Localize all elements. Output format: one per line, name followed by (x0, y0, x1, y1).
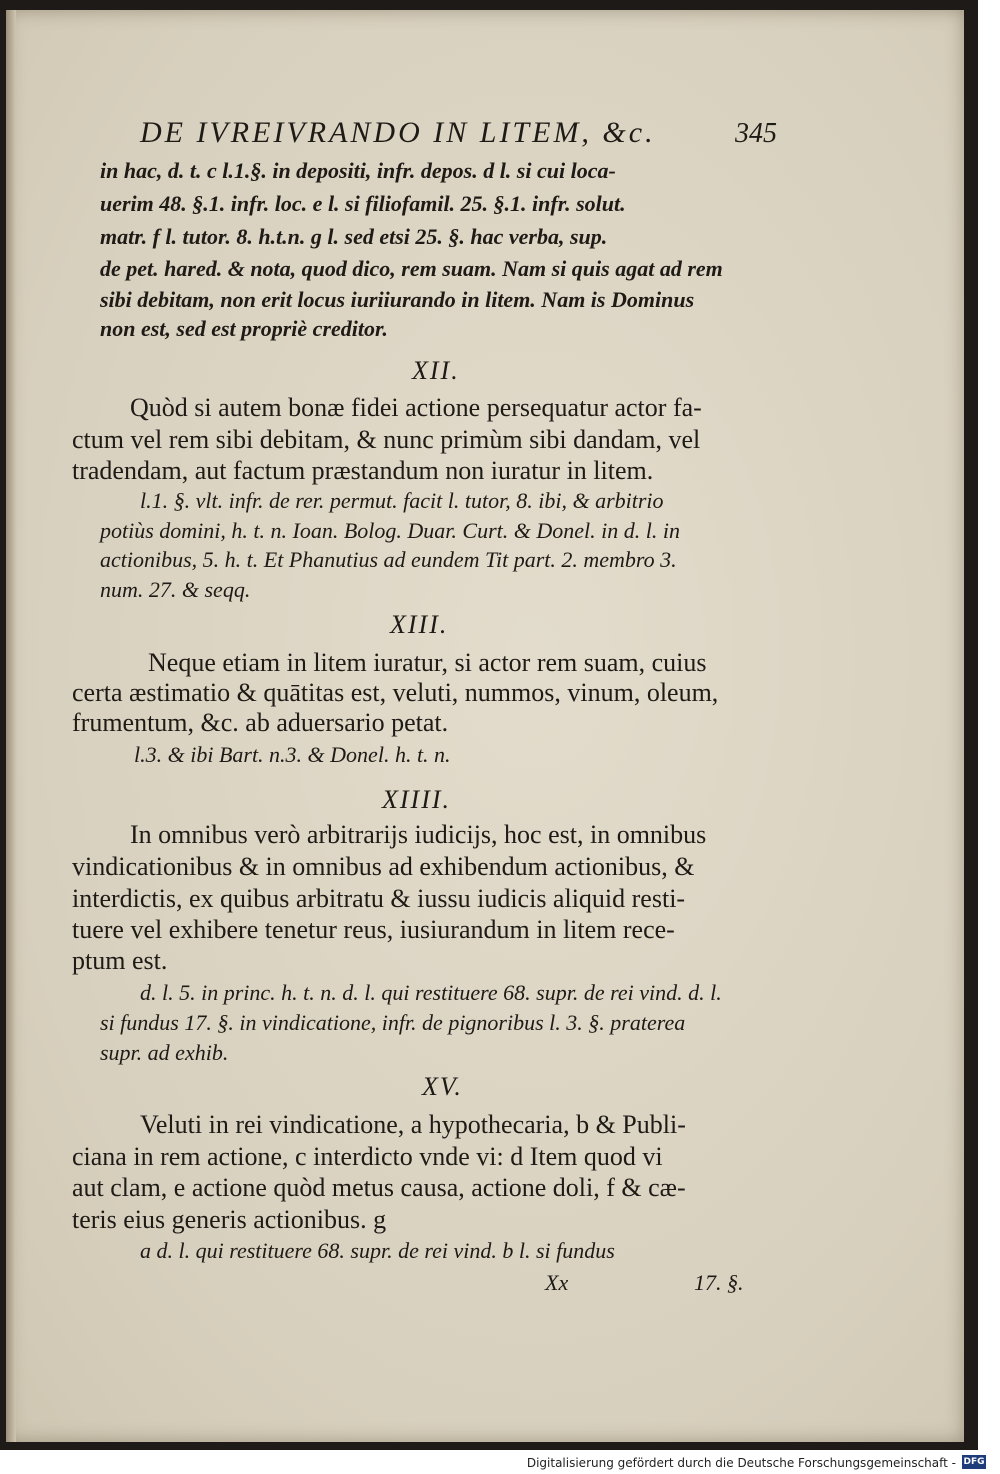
body-line: vindicationibus & in omnibus ad exhibendum actionibus, & (72, 852, 695, 881)
section-numeral: XIIII. (382, 785, 452, 814)
note-line: num. 27. & seqq. (100, 577, 251, 602)
note-line: d. l. 5. in princ. h. t. n. d. l. qui restituere 68. supr. de rei vind. d. l. (140, 980, 722, 1005)
body-line: ciana in rem actione, c interdicto vnde vi: d Item quod vi (72, 1142, 663, 1171)
body-line: certa æstimatio & quātitas est, veluti, nummos, vinum, oleum, (72, 678, 719, 707)
note-line: si fundus 17. §. in vindicatione, infr. de pignoribus l. 3. §. praterea (100, 1010, 686, 1035)
note-line: supr. ad exhib. (100, 1040, 229, 1065)
body-line: Neque etiam in litem iuratur, si actor rem suam, cuius (148, 648, 707, 677)
body-line: Quòd si autem bonæ fidei actione persequatur actor fa- (130, 393, 702, 422)
note-line: in hac, d. t. c l.1.§. in depositi, infr. depos. d l. si cui loca- (100, 158, 616, 183)
page-number: 345 (735, 118, 777, 149)
section-numeral: XII. (412, 356, 460, 385)
catchword: 17. §. (694, 1270, 744, 1295)
note-line: sibi debitam, non erit locus iuriiurando in litem. Nam is Dominus (100, 287, 695, 312)
body-line: frumentum, &c. ab aduersario petat. (72, 708, 449, 737)
body-line: interdictis, ex quibus arbitratu & iussu iudicis aliquid resti- (72, 884, 686, 913)
body-line: In omnibus verò arbitrarijs iudicijs, hoc est, in omnibus (130, 820, 707, 849)
body-line: ptum est. (72, 946, 168, 975)
note-line: l.1. §. vlt. infr. de rer. permut. facit l. tutor, 8. ibi, & arbitrio (140, 488, 664, 513)
note-line: l.3. & ibi Bart. n.3. & Donel. h. t. n. (134, 742, 451, 767)
note-line: non est, sed est propriè creditor. (100, 316, 388, 341)
page-gutter-edge (6, 10, 16, 1442)
body-line: aut clam, e actione quòd metus causa, actione doli, f & cæ- (72, 1173, 686, 1202)
body-line: tradendam, aut factum præstandum non iuratur in litem. (72, 456, 654, 485)
body-line: teris eius generis actionibus. g (72, 1205, 387, 1234)
note-line: a d. l. qui restituere 68. supr. de rei vind. b l. si fundus (140, 1238, 615, 1263)
digitization-credit: Digitalisierung gefördert durch die Deutsche Forschungsgemeinschaft - (526, 1456, 956, 1470)
note-line: potiùs domini, h. t. n. Ioan. Bolog. Duar. Curt. & Donel. in d. l. in (100, 518, 680, 543)
body-line: tuere vel exhibere tenetur reus, iusiurandum in litem rece- (72, 915, 675, 944)
note-line: matr. f l. tutor. 8. h.t.n. g l. sed etsi 25. §. hac verba, sup. (100, 224, 608, 249)
body-line: Veluti in rei vindicatione, a hypothecaria, b & Publi- (140, 1110, 686, 1139)
note-line: actionibus, 5. h. t. Et Phanutius ad eundem Tit part. 2. membro 3. (100, 547, 677, 572)
dfg-logo: DFG (963, 1457, 985, 1467)
note-line: uerim 48. §.1. infr. loc. e l. si filiofamil. 25. §.1. infr. solut. (100, 191, 626, 216)
signature-mark: Xx (545, 1270, 569, 1295)
body-line: ctum vel rem sibi debitam, & nunc primùm sibi dandam, vel (72, 425, 701, 454)
note-line: de pet. hared. & nota, quod dico, rem suam. Nam si quis agat ad rem (100, 256, 723, 281)
section-numeral: XV. (422, 1072, 463, 1101)
section-numeral: XIII. (390, 610, 449, 639)
running-title: DE IVREIVRANDO IN LITEM, &c. (140, 116, 656, 149)
